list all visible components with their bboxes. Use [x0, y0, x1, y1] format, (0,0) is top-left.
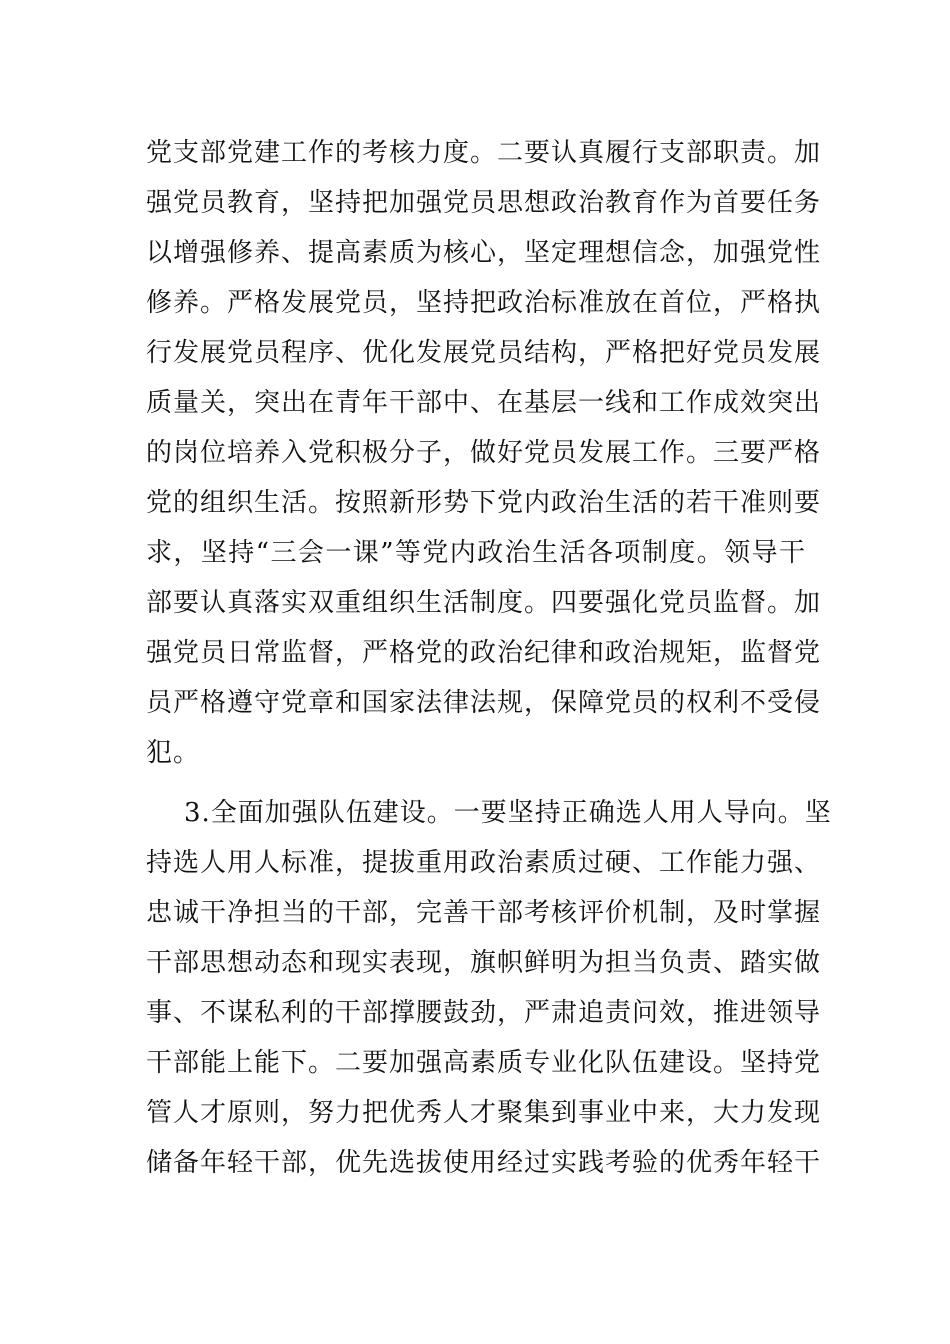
paragraph-2-line-1: 3.全面加强队伍建设。一要坚持正确选人用人导向。坚: [184, 798, 832, 828]
paragraph-1-line-3: 以增强修养、提高素质为核心，坚定理想信念，加强党性: [146, 238, 822, 268]
paragraph-2-line-7: 管人才原则，努力把优秀人才聚集到事业中来，大力发现: [146, 1098, 822, 1128]
paragraph-1-line-5: 行发展党员程序、优化发展党员结构，严格把好党员发展: [146, 338, 822, 368]
paragraph-1-line-11: 强党员日常监督，严格党的政治纪律和政治规矩，监督党: [146, 638, 822, 668]
paragraph-2-line-3: 忠诚干净担当的干部，完善干部考核评价机制，及时掌握: [146, 898, 822, 928]
paragraph-2-line-5: 事、不谋私利的干部撑腰鼓劲，严肃追责问效，推进领导: [146, 998, 822, 1028]
paragraph-1-line-2: 强党员教育，坚持把加强党员思想政治教育作为首要任务: [146, 188, 822, 218]
paragraph-1-line-9: 求，坚持“三会一课”等党内政治生活各项制度。领导干: [146, 538, 806, 568]
paragraph-2-line-8: 储备年轻干部，优先选拔使用经过实践考验的优秀年轻干: [146, 1148, 822, 1178]
paragraph-1-line-13: 犯。: [146, 738, 201, 768]
paragraph-1-line-6: 质量关，突出在青年干部中、在基层一线和工作成效突出: [146, 388, 822, 418]
paragraph-1-line-7: 的岗位培养入党积极分子，做好党员发展工作。三要严格: [146, 438, 822, 468]
paragraph-2-line-4: 干部思想动态和现实表现，旗帜鲜明为担当负责、踏实做: [146, 948, 822, 978]
paragraph-2-line-2: 持选人用人标准，提拔重用政治素质过硬、工作能力强、: [146, 848, 822, 878]
paragraph-1-line-1: 党支部党建工作的考核力度。二要认真履行支部职责。加: [146, 138, 822, 168]
paragraph-1-line-12: 员严格遵守党章和国家法律法规，保障党员的权利不受侵: [146, 688, 822, 718]
paragraph-2-line-6: 干部能上能下。二要加强高素质专业化队伍建设。坚持党: [146, 1048, 822, 1078]
paragraph-1-line-4: 修养。严格发展党员，坚持把政治标准放在首位，严格执: [146, 288, 822, 318]
paragraph-1-line-10: 部要认真落实双重组织生活制度。四要强化党员监督。加: [146, 588, 822, 618]
paragraph-1-line-8: 党的组织生活。按照新形势下党内政治生活的若干准则要: [146, 488, 822, 518]
